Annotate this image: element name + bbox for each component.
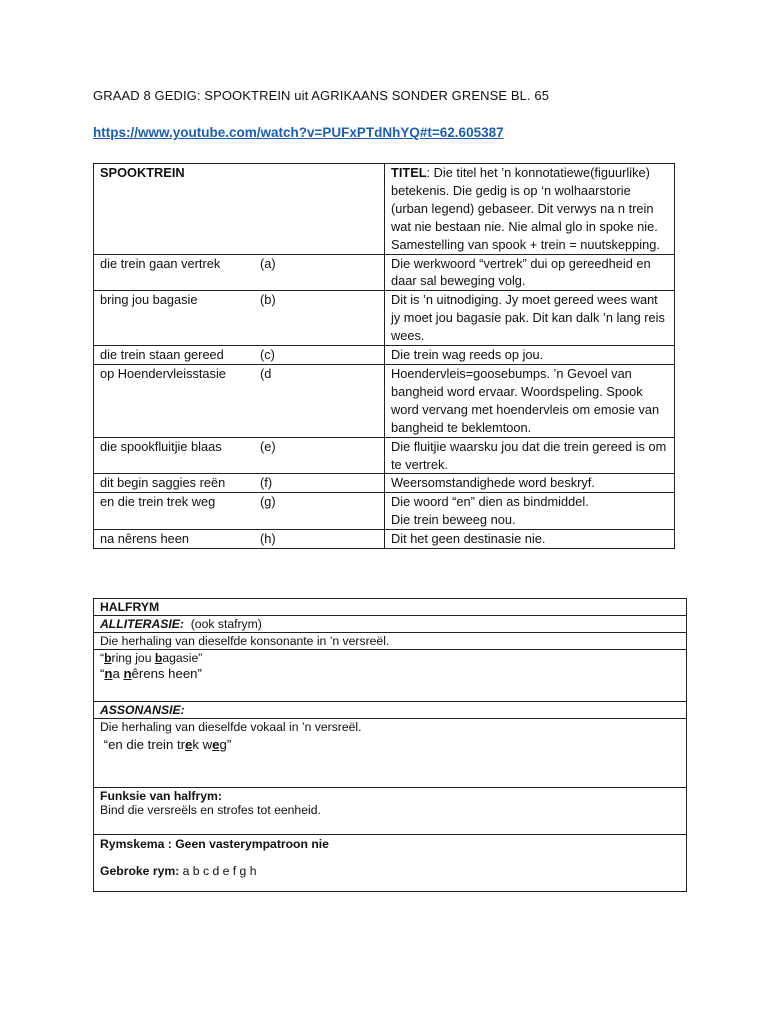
gebroke-rym-label: Gebroke rym:: [100, 864, 180, 878]
poem-line-cell: [94, 346, 385, 365]
poem-line-text: die trein staan gereed: [100, 347, 224, 363]
line-letter: (g): [260, 494, 276, 510]
line-letter: (h): [260, 531, 276, 547]
poem-line-text: op Hoendervleisstasie: [100, 365, 226, 381]
line-letter: (a): [260, 255, 276, 271]
halfrym-label: HALFRYM: [100, 600, 160, 614]
poem-line-cell: [94, 291, 385, 346]
assonansie-definition-row: Die herhaling van dieselfde vokaal in ’n versreël. “en die trein trek weg”: [94, 719, 687, 788]
line-comment-cell: Die trein wag reeds op jou.: [385, 346, 675, 365]
rymskema-row: Rymskema : Geen vasterympatroon nie Gebroke rym: a b c d e f g h: [94, 835, 687, 892]
poem-line-cell: [94, 530, 385, 549]
example-bring-jou-bagasie: “bring jou bagasie”: [100, 651, 203, 665]
table-row: [94, 474, 675, 493]
title-explanation-cell: TITEL: Die titel het ’n konnotatiewe(figuurlike) betekenis. Die gedig is op ‘n wolhaarstorie (urban legend) gebaseer. Dit verwys na n trein wat nie bestaan nie. Nie almal glo in spoke nie. Samestelling van spook + trein = nuutskepping.: [385, 164, 675, 255]
assonansie-label: ASSONANSIE:: [100, 703, 185, 717]
line-letter: (c): [260, 347, 275, 363]
document-heading: GRAAD 8 GEDIG: SPOOKTREIN uit AGRIKAANS SONDER GRENSE BL. 65: [93, 88, 550, 103]
alliterasie-examples-row: [94, 650, 687, 702]
poem-title-cell: SPOOKTREIN: [94, 164, 385, 255]
alliterasie-definition-row: Die herhaling van dieselfde konsonante in ’n versreël.: [94, 633, 687, 650]
line-comment-cell: Die werkwoord “vertrek” dui op gereedheid en daar sal beweging volg.: [385, 254, 675, 291]
line-letter: (b): [260, 292, 276, 308]
line-comment-cell: Dit het geen destinasie nie.: [385, 530, 675, 549]
example-na-nerens-heen: “na nêrens heen”: [100, 666, 202, 681]
funksie-label: Funksie van halfrym:: [100, 789, 222, 803]
alliterasie-note: (ook stafrym): [190, 617, 262, 631]
table-row: [94, 437, 675, 474]
youtube-link[interactable]: https://www.youtube.com/watch?v=PUFxPTdNhYQ#t=62.605387: [93, 125, 504, 140]
line-comment-cell: Dit is ’n uitnodiging. Jy moet gereed wees want jy moet jou bagasie pak. Dit kan dalk ’n lang reis wees.: [385, 291, 675, 346]
poem-line-cell: [94, 364, 385, 437]
poem-analysis-table: [93, 163, 675, 549]
line-comment-cell: Hoendervleis=goosebumps. ’n Gevoel van bangheid word ervaar. Woordspeling. Spook word vervang met hoendervleis om emosie van bangheid te beklemtoon.: [385, 364, 675, 437]
poem-line-text: na nêrens heen: [100, 531, 189, 547]
table-row: [94, 254, 675, 291]
table-header-row: [94, 164, 675, 255]
line-comment-cell: Weersomstandighede word beskryf.: [385, 474, 675, 493]
line-letter: (d: [260, 365, 272, 381]
table-row: [94, 530, 675, 549]
poem-line-cell: [94, 493, 385, 530]
poem-line-text: en die trein trek weg: [100, 494, 216, 510]
line-comment-cell: Die fluitjie waarsku jou dat die trein gereed is om te vertrek.: [385, 437, 675, 474]
poem-line-text: bring jou bagasie: [100, 292, 198, 308]
table-row: [94, 291, 675, 346]
halfrym-row: [94, 599, 687, 616]
poem-line-cell: [94, 437, 385, 474]
assonansie-row: [94, 702, 687, 719]
line-letter: (e): [260, 438, 276, 454]
funksie-row: Funksie van halfrym: Bind die versreëls en strofes tot eenheid.: [94, 788, 687, 835]
halfrym-table: [93, 598, 687, 892]
table-row: [94, 364, 675, 437]
table-row: [94, 493, 675, 530]
line-letter: (f): [260, 475, 273, 491]
table-row: [94, 346, 675, 365]
poem-line-cell: [94, 474, 385, 493]
poem-line-text: dit begin saggies reën: [100, 475, 226, 491]
poem-line-text: die spookfluitjie blaas: [100, 438, 222, 454]
rymskema-label: Rymskema : Geen vasterympatroon nie: [100, 837, 329, 851]
example-en-die-trein-trek-weg: “en die trein trek weg”: [103, 737, 232, 752]
poem-line-text: die trein gaan vertrek: [100, 255, 221, 271]
alliterasie-row: [94, 616, 687, 633]
alliterasie-label: ALLITERASIE:: [100, 617, 184, 631]
poem-line-cell: [94, 254, 385, 291]
line-comment-cell: Die woord “en” dien as bindmiddel. Die trein beweeg nou.: [385, 493, 675, 530]
